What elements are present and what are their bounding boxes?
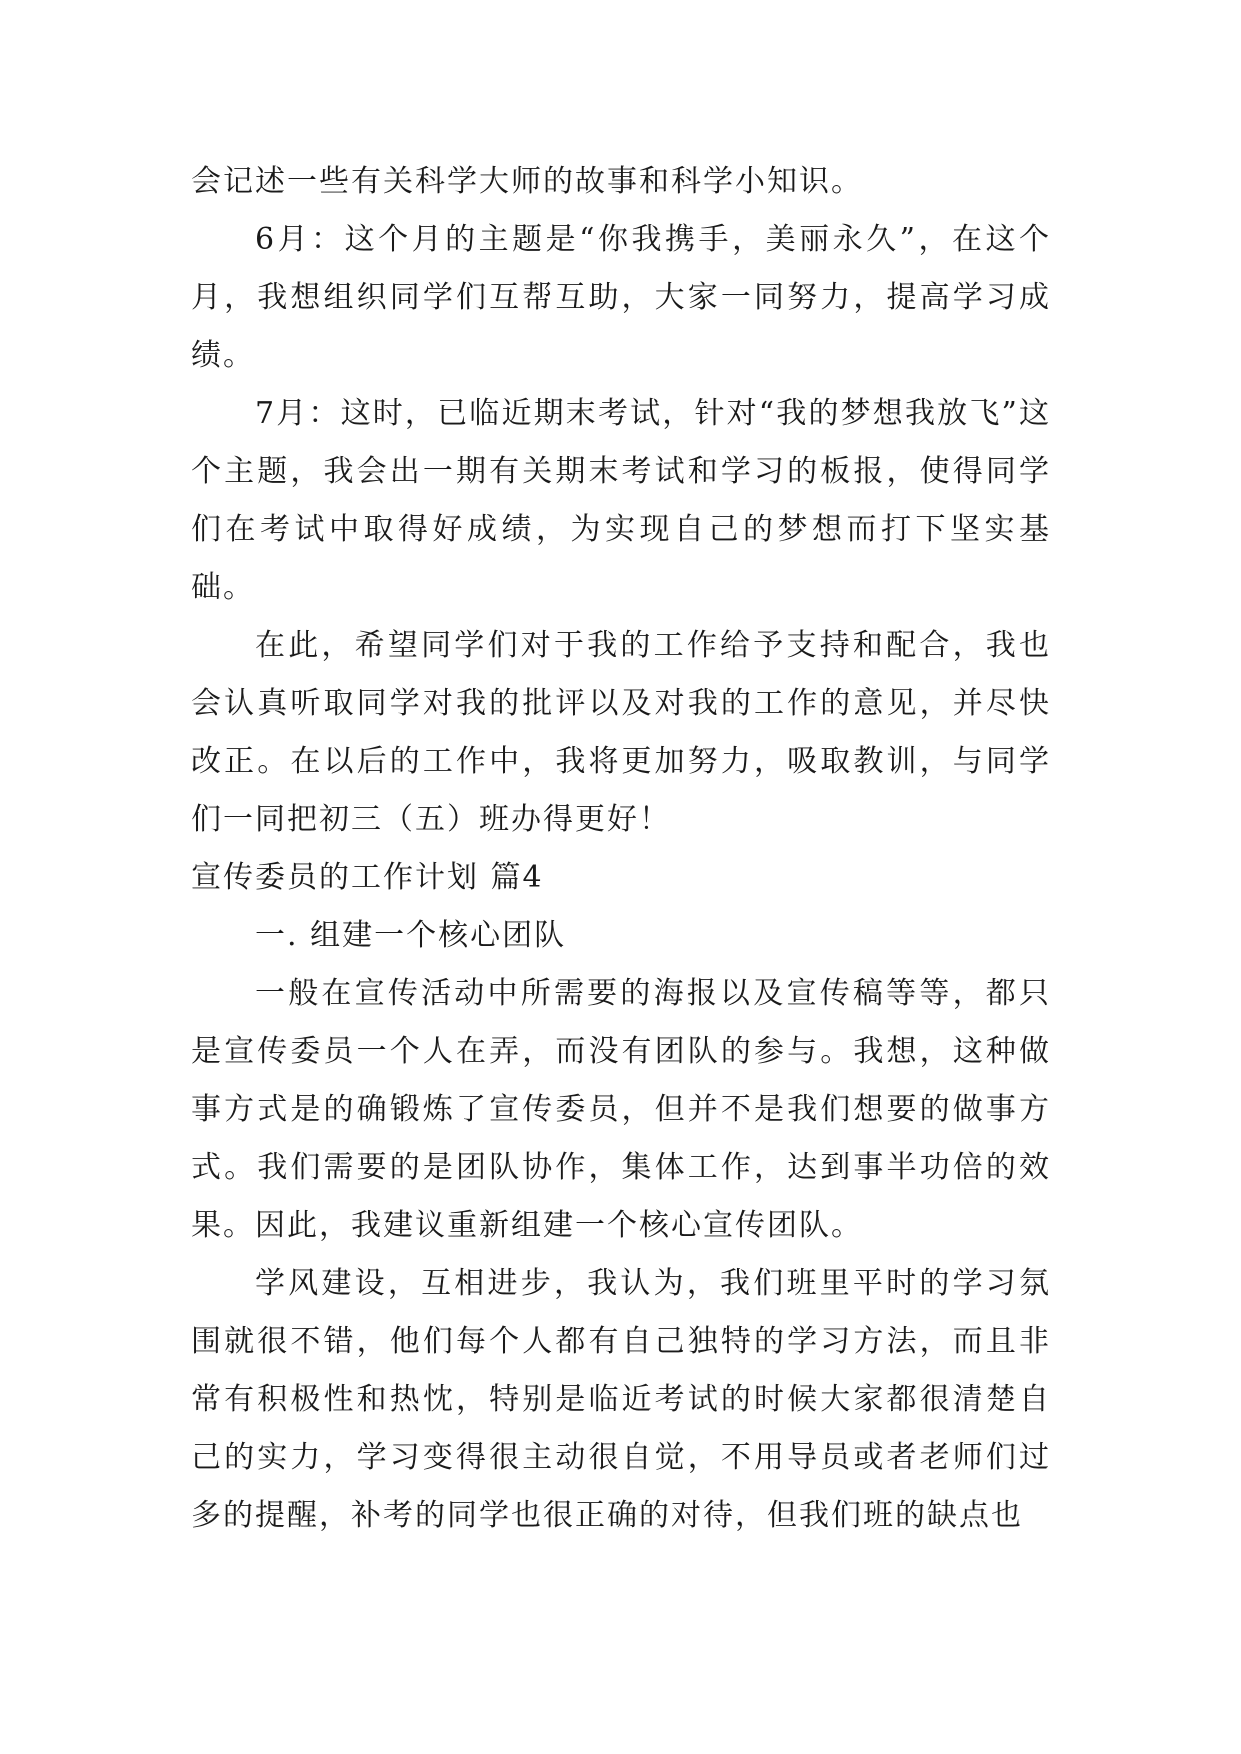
section-heading: 宣传委员的工作计划 篇4	[191, 860, 544, 895]
section-subheading: 一. 组建一个核心团队	[255, 918, 567, 953]
paragraph-june-plan: 6月：这个月的主题是“你我携手，美丽永久”，在这个月，我想组织同学们互帮互助，大家一同努力，提高学习成绩。	[191, 222, 1051, 373]
paragraph-july-plan: 7月：这时，已临近期末考试，针对“我的梦想我放飞”这个主题，我会出一期有关期末考试和学习的板报，使得同学们在考试中取得好成绩，为实现自己的梦想而打下坚实基础。	[191, 396, 1051, 605]
paragraph-closing: 在此，希望同学们对于我的工作给予支持和配合，我也会认真听取同学对我的批评以及对我的工作的意见，并尽快改正。在以后的工作中，我将更加努力，吸取教训，与同学们一同把初三（五）班办得更好！	[191, 628, 1051, 837]
paragraph-continuation: 会记述一些有关科学大师的故事和科学小知识。	[191, 164, 863, 199]
paragraph-study-style: 学风建设，互相进步，我认为，我们班里平时的学习氛围就很不错，他们每个人都有自己独特的学习方法，而且非常有积极性和热忱，特别是临近考试的时候大家都很清楚自己的实力，学习变得很主动很自觉，不用导员或者老师们过多的提醒，补考的同学也很正确的对待，但我们班的缺点也	[191, 1266, 1051, 1533]
document-body	[191, 153, 1051, 1545]
paragraph-core-team: 一般在宣传活动中所需要的海报以及宣传稿等等，都只是宣传委员一个人在弄，而没有团队的参与。我想，这种做事方式是的确锻炼了宣传委员，但并不是我们想要的做事方式。我们需要的是团队协作，集体工作，达到事半功倍的效果。因此，我建议重新组建一个核心宣传团队。	[191, 976, 1051, 1243]
